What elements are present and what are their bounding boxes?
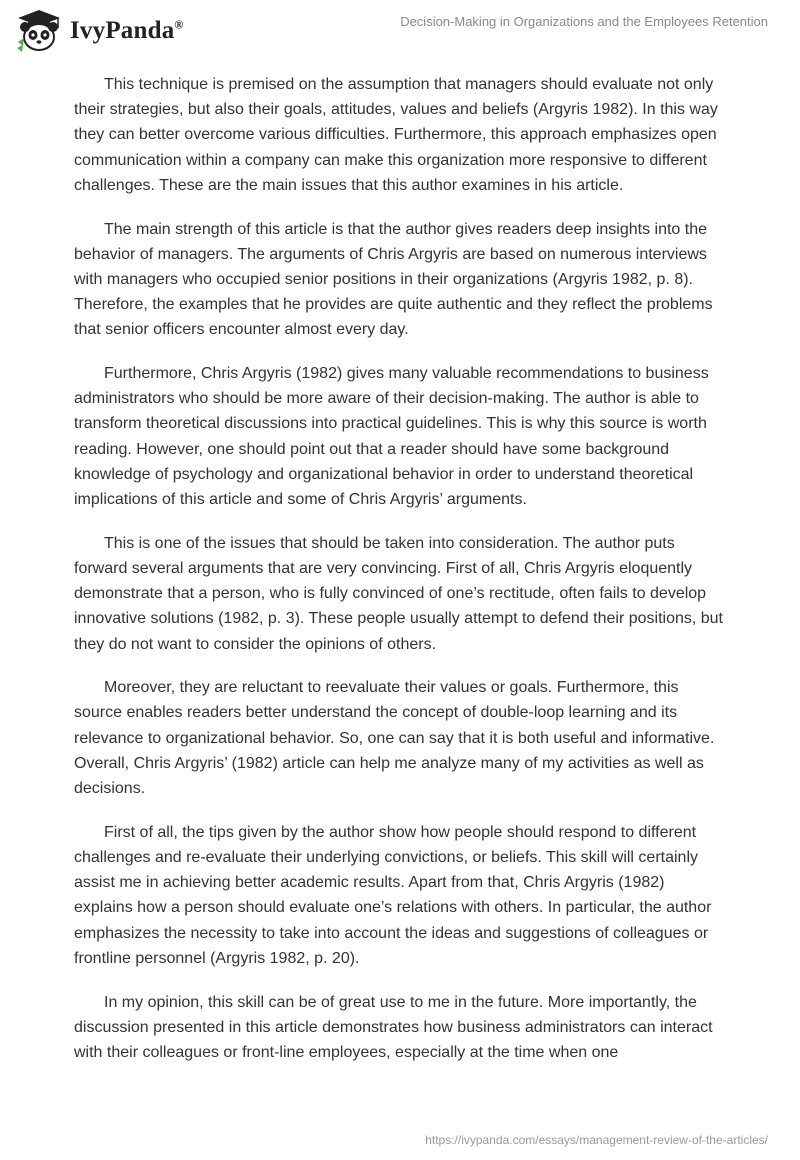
ivypanda-logo[interactable] (14, 8, 184, 54)
essay-body (74, 72, 726, 1084)
panda-graduate-icon (14, 8, 64, 54)
paragraph: Furthermore, Chris Argyris (1982) gives many valuable recommendations to business administrators who should be more aware of their decision-making. The author is able to transform theoretical discussions into practical guidelines. This is why this source is worth reading. However, one should point out that a reader should have some background knowledge of psychology and organizational behavior in order to understand theoretical implications of this article and some of Chris Argyris’ arguments. (74, 365, 709, 509)
paragraph: The main strength of this article is that the author gives readers deep insights into the behavior of managers. The arguments of Chris Argyris are based on numerous interviews with managers who occupied senior positions in their organizations (Argyris 1982, p. 8). Therefore, the examples that he provides are quite authentic and they reflect the problems that senior officers encounter almost every day. (74, 220, 713, 339)
paragraph: In my opinion, this skill can be of great use to me in the future. More importantly, the discussion presented in this article demonstrates how business administrators can interact with their colleagues or front-line employees, especially at the time when one (74, 993, 713, 1061)
paragraph: Moreover, they are reluctant to reevaluate their values or goals. Furthermore, this source enables readers better understand the concept of double-loop learning and its relevance to organizational behavior. So, one can say that it is both useful and informative. Overall, Chris Argyris’ (1982) article can help me analyze many of my activities as well as decisions. (74, 679, 715, 798)
paragraph: This is one of the issues that should be taken into consideration. The author puts forward several arguments that are very convincing. First of all, Chris Argyris eloquently demonstrate that a person, who is fully convinced of one’s rectitude, often fails to develop innovative solutions (1982, p. 3). These people usually attempt to defend their positions, but they do not want to consider the opinions of others. (74, 534, 723, 653)
logo-text: IvyPanda® (70, 17, 184, 44)
paragraph: This technique is premised on the assumption that managers should evaluate not only their strategies, but also their goals, attitudes, values and beliefs (Argyris 1982). In this way they can better overcome various difficulties. Furthermore, this approach emphasizes open communication within a company can make this organization more responsive to different challenges. These are the main issues that this author examines in his article. (74, 76, 718, 194)
paragraph: First of all, the tips given by the author show how people should respond to different challenges and re-evaluate their underlying convictions, or beliefs. This skill will certainly assist me in achieving better academic results. Apart from that, Chris Argyris (1982) explains how a person should evaluate one’s relations with others. In particular, the author emphasizes the necessity to take into account the ideas and suggestions of colleagues or frontline personnel (Argyris 1982, p. 20). (74, 823, 712, 967)
document-title: Decision-Making in Organizations and the Employees Retention (400, 14, 768, 29)
source-url-link[interactable]: https://ivypanda.com/essays/management-review-of-the-articles/ (425, 1133, 768, 1147)
page-header (0, 0, 800, 70)
